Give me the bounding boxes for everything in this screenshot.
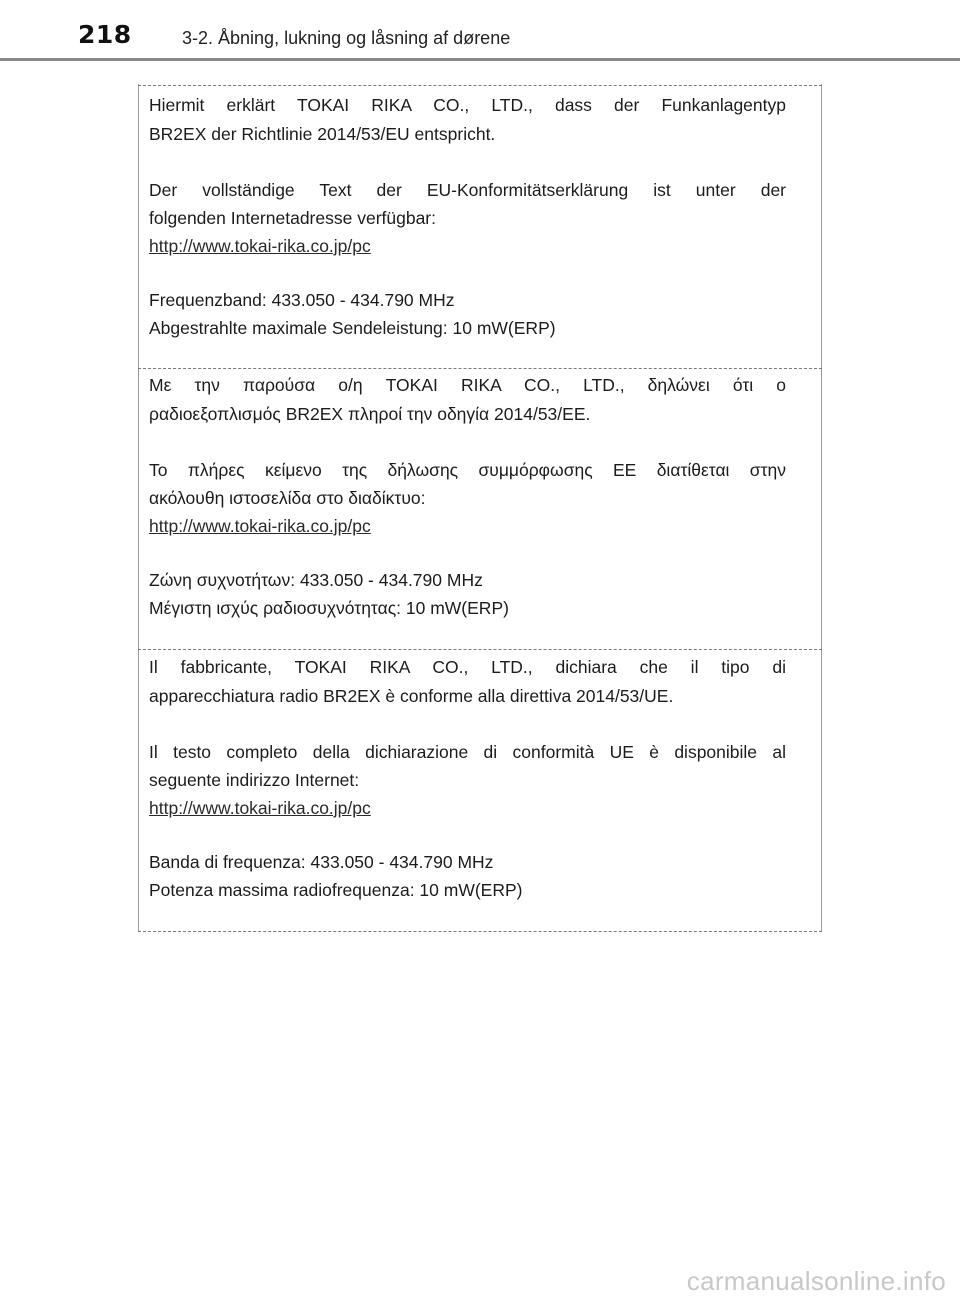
max-power: Abgestrahlte maximale Sendeleistung: 10 mW(ERP) — [149, 318, 556, 338]
declaration-text: BR2EX der Richtlinie 2014/53/EU entspricht. — [149, 124, 496, 144]
declaration-text: Το πλήρες κείμενο της δήλωσης συμμόρφωσης ΕΕ διατίθεται στην — [149, 460, 786, 480]
declaration-text: Il testo completo della dichiarazione di conformità UE è disponibile al — [149, 742, 786, 762]
frequency-band: Ζώνη συχνοτήτων: 433.050 - 434.790 MHz — [149, 570, 483, 590]
section-title: 3-2. Åbning, lukning og låsning af dørene — [182, 28, 511, 48]
declaration-link[interactable]: http://www.tokai-rika.co.jp/pc — [149, 516, 371, 536]
declaration-text: Με την παρούσα ο/η TOKAI RIKA CO., LTD., δηλώνει ότι ο — [149, 375, 786, 395]
declaration-link[interactable]: http://www.tokai-rika.co.jp/pc — [149, 236, 371, 256]
declaration-link[interactable]: http://www.tokai-rika.co.jp/pc — [149, 798, 371, 818]
max-power: Potenza massima radiofrequenza: 10 mW(ERP) — [149, 880, 523, 900]
section-divider — [138, 368, 822, 369]
page-header — [0, 0, 960, 62]
max-power: Μέγιστη ισχύς ραδιοσυχνότητας: 10 mW(ERP) — [149, 598, 509, 618]
declaration-text: ραδιοεξοπλισμός BR2EX πληροί την οδηγία 2014/53/ΕΕ. — [149, 404, 591, 424]
box-bottom-border — [138, 931, 822, 932]
declaration-text: folgenden Internetadresse verfügbar: — [149, 208, 436, 228]
declaration-text: Der vollständige Text der EU-Konformitätserklärung ist unter der — [149, 180, 786, 200]
frequency-band: Banda di frequenza: 433.050 - 434.790 MHz — [149, 852, 494, 872]
page-number: 218 — [78, 20, 132, 49]
declaration-text: apparecchiatura radio BR2EX è conforme alla direttiva 2014/53/UE. — [149, 686, 674, 706]
declaration-text: seguente indirizzo Internet: — [149, 770, 360, 790]
box-top-border — [138, 85, 822, 86]
header-divider — [0, 58, 960, 61]
section-divider — [138, 649, 822, 650]
declaration-text: ακόλουθη ιστοσελίδα στο διαδίκτυο: — [149, 488, 426, 508]
watermark: carmanualsonline.info — [686, 1266, 946, 1296]
frequency-band: Frequenzband: 433.050 - 434.790 MHz — [149, 290, 455, 310]
declaration-text: Hiermit erklärt TOKAI RIKA CO., LTD., dass der Funkanlagentyp — [149, 95, 786, 115]
declaration-text: Il fabbricante, TOKAI RIKA CO., LTD., dichiara che il tipo di — [149, 657, 786, 677]
